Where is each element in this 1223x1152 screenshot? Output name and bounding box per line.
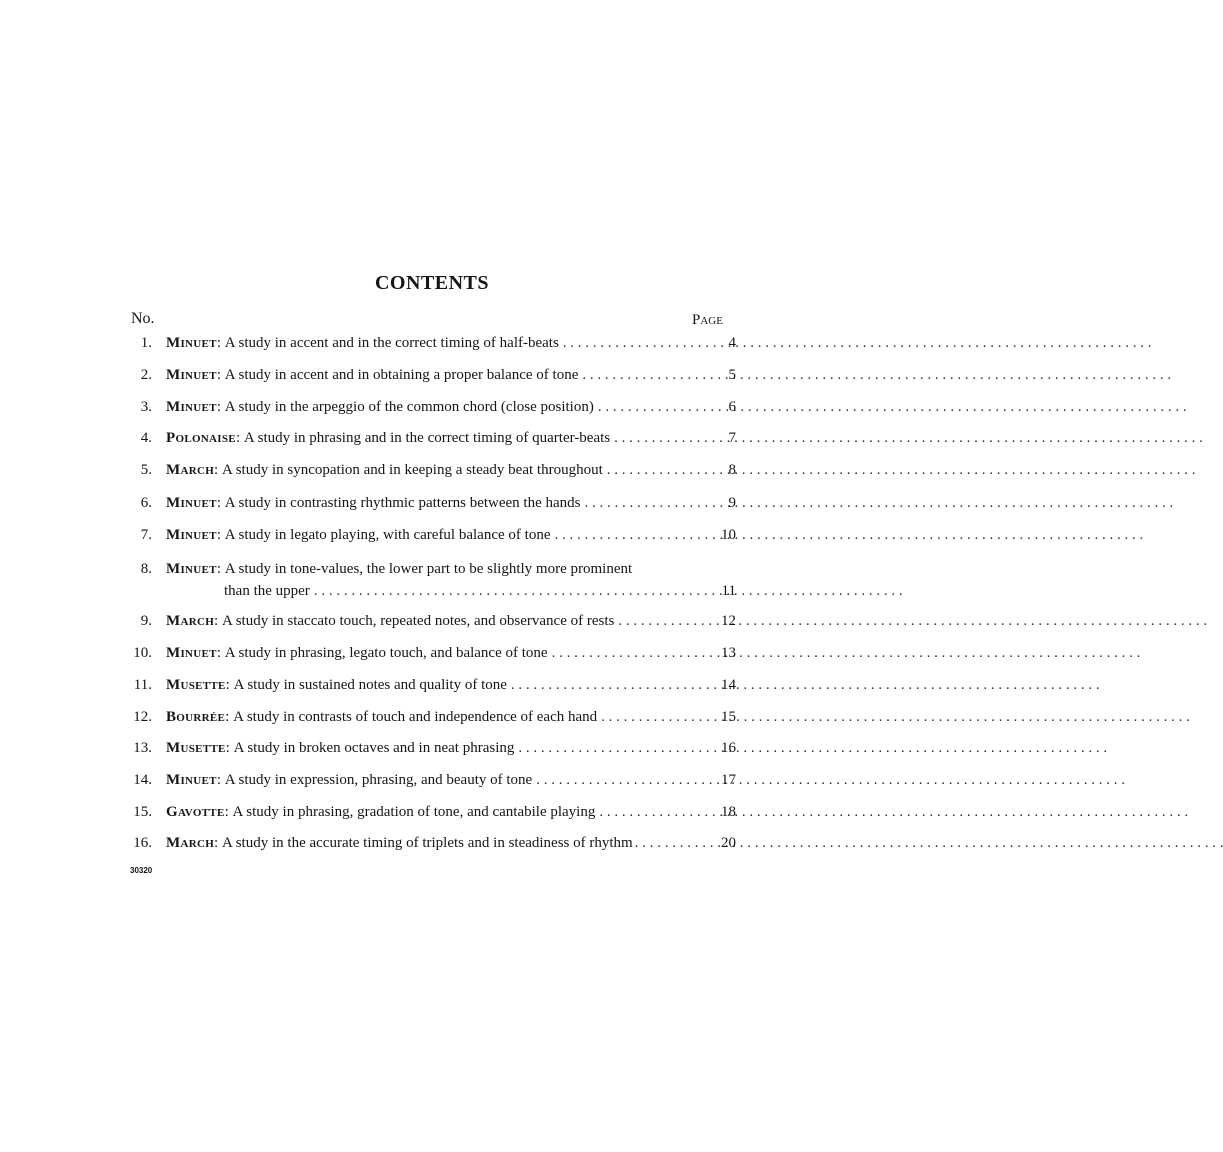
entry-number: 9. — [140, 613, 152, 629]
entry-page: 18 — [721, 804, 736, 820]
dot-leader — [598, 397, 706, 417]
toc-entry: 11. Musette : A study in sustained notes and quality of tone . . . 14 — [124, 675, 736, 695]
toc-entry: 14. Minuet : A study in expression, phrasing, and beauty of tone . . . 17 — [124, 770, 736, 790]
entry-number: 13. — [133, 740, 152, 756]
dot-leader — [618, 611, 706, 631]
entry-description-continued: than the upper — [224, 583, 310, 599]
dot-leader — [614, 428, 706, 448]
entry-number: 15. — [133, 804, 152, 820]
entry-description: A study in expression, phrasing, and beauty of tone — [224, 772, 533, 788]
entry-description: A study in phrasing and in the correct timing of quarter-beats — [243, 430, 611, 446]
entry-description: A study in accent and in obtaining a proper balance of tone — [224, 367, 579, 383]
entry-number: 16. — [133, 835, 152, 851]
toc-entry: 16. March : A study in the accurate timing of triplets and in steadiness of rhythm . . . 20 — [124, 833, 736, 853]
dot-leader — [536, 770, 706, 790]
entry-description: A study in tone-values, the lower part to be slightly more prominent — [224, 561, 633, 577]
dot-leader — [314, 580, 706, 602]
entry-number: 5. — [140, 462, 152, 478]
entry-number: 12. — [133, 709, 152, 725]
entry-piece: Bourrée — [166, 709, 226, 725]
dot-leader — [582, 365, 706, 385]
entry-piece: March — [166, 613, 215, 629]
toc-entry: 6. Minuet : A study in contrasting rhythmic patterns between the hands . . . 9 — [124, 493, 736, 513]
entry-piece: Minuet — [166, 367, 217, 383]
entry-page: 13 — [721, 645, 736, 661]
entry-piece: Musette — [166, 677, 226, 693]
entry-page: 10 — [721, 527, 736, 543]
dot-leader — [511, 675, 706, 695]
entry-page: 20 — [721, 835, 736, 851]
toc-entry: 2. Minuet : A study in accent and in obtaining a proper balance of tone . . . 5 — [124, 365, 736, 385]
entry-piece: Minuet — [166, 399, 217, 415]
entry-piece: Minuet — [166, 561, 217, 577]
column-header-no: No. — [131, 310, 155, 327]
entry-page: 9 — [728, 495, 736, 511]
entry-piece: Minuet — [166, 772, 217, 788]
entry-description: A study in syncopation and in keeping a steady beat throughout — [221, 462, 603, 478]
toc-entry: 4. Polonaise : A study in phrasing and in the correct timing of quarter-beats . . . 7 — [124, 428, 736, 448]
entry-page: 4 — [728, 335, 736, 351]
entry-piece: March — [166, 835, 215, 851]
entry-description: A study in the accurate timing of triplets and in steadiness of rhythm — [221, 835, 633, 851]
entry-piece: Minuet — [166, 645, 217, 661]
dot-leader — [585, 493, 707, 513]
column-header-page: Page — [692, 312, 723, 328]
entry-description: A study in the arpeggio of the common chord (close position) — [224, 399, 594, 415]
entry-number: 3. — [140, 399, 152, 415]
entry-piece: March — [166, 462, 215, 478]
entry-page: 17 — [721, 772, 736, 788]
entry-number: 8. — [140, 561, 152, 577]
entry-piece: Polonaise — [166, 430, 236, 446]
entry-description: A study in legato playing, with careful balance of tone — [224, 527, 551, 543]
entry-page: 6 — [728, 399, 736, 415]
toc-entry: 5. March : A study in syncopation and in keeping a steady beat throughout . . . 8 — [124, 460, 736, 480]
entry-page: 14 — [721, 677, 736, 693]
toc-entry: 10. Minuet : A study in phrasing, legato touch, and balance of tone . . . 13 — [124, 643, 736, 663]
entry-description: A study in broken octaves and in neat phrasing — [233, 740, 515, 756]
entry-piece: Minuet — [166, 527, 217, 543]
dot-leader — [518, 738, 706, 758]
entry-number: 7. — [140, 527, 152, 543]
dot-leader — [599, 802, 706, 822]
entry-piece: Minuet — [166, 335, 217, 351]
dot-leader — [601, 707, 706, 727]
entry-number: 14. — [133, 772, 152, 788]
entry-page: 12 — [721, 613, 736, 629]
entry-description: A study in contrasts of touch and independence of each hand — [233, 709, 598, 725]
entry-number: 2. — [140, 367, 152, 383]
entry-number: 1. — [140, 335, 152, 351]
entry-page: 7 — [728, 430, 736, 446]
entry-page: 11 — [721, 583, 736, 599]
dot-leader — [552, 643, 706, 663]
entry-page: 5 — [728, 367, 736, 383]
dot-leader — [554, 525, 706, 545]
entry-description: A study in contrasting rhythmic patterns between the hands — [224, 495, 581, 511]
entry-number: 6. — [140, 495, 152, 511]
plate-number: 30320 — [130, 866, 153, 875]
entry-description: A study in phrasing, gradation of tone, and cantabile playing — [232, 804, 596, 820]
toc-entry: 3. Minuet : A study in the arpeggio of the common chord (close position) . . . 6 — [124, 397, 736, 417]
entry-number: 4. — [140, 430, 152, 446]
entry-description: A study in sustained notes and quality of tone — [233, 677, 507, 693]
entry-piece: Gavotte — [166, 804, 225, 820]
entry-number: 10. — [133, 645, 152, 661]
dot-leader — [635, 833, 708, 853]
entry-page: 15 — [721, 709, 736, 725]
entry-piece: Minuet — [166, 495, 217, 511]
entry-description: A study in accent and in the correct timing of half-beats — [224, 335, 559, 351]
entry-piece: Musette — [166, 740, 226, 756]
entry-number: 11. — [133, 677, 152, 693]
toc-entry: 1. Minuet : A study in accent and in the correct timing of half-beats . . . 4 — [124, 333, 736, 353]
entry-description: A study in staccato touch, repeated notes, and observance of rests — [221, 613, 615, 629]
entry-description: A study in phrasing, legato touch, and balance of tone — [224, 645, 548, 661]
toc-entry: 9. March : A study in staccato touch, repeated notes, and observance of rests . . . 12 — [124, 611, 736, 631]
toc-entry: 13. Musette : A study in broken octaves and in neat phrasing . . . 16 — [124, 738, 736, 758]
toc-entry: 15. Gavotte : A study in phrasing, gradation of tone, and cantabile playing . . . 18 — [124, 802, 736, 822]
contents-title: CONTENTS — [374, 272, 490, 294]
entry-page: 8 — [728, 462, 736, 478]
toc-entry: 12. Bourrée : A study in contrasts of touch and independence of each hand . . . 15 — [124, 707, 736, 727]
entry-page: 16 — [721, 740, 736, 756]
dot-leader — [563, 333, 706, 353]
dot-leader — [607, 460, 706, 480]
toc-entry: 7. Minuet : A study in legato playing, with careful balance of tone . . . 10 — [124, 525, 736, 545]
toc-entry: 8. Minuet : A study in tone-values, the lower part to be slightly more prominent than the upper . . . 11 — [124, 558, 736, 602]
